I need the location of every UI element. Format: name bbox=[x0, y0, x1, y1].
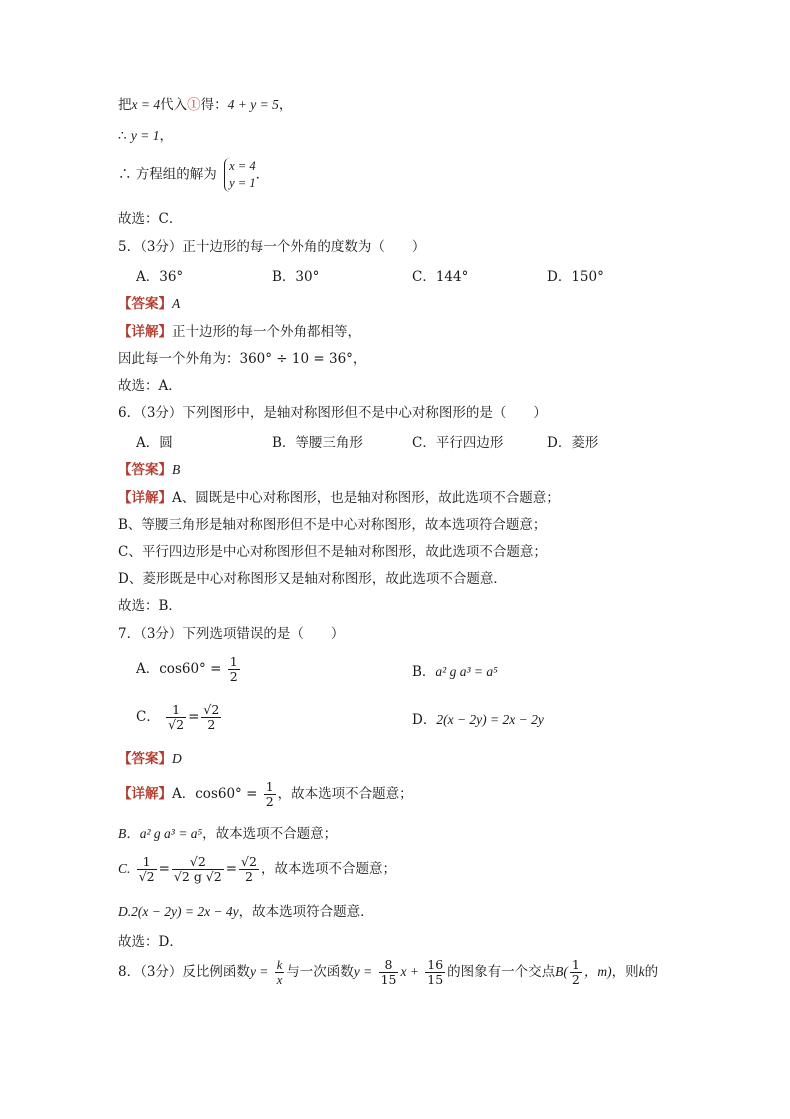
question-6-stem: 6．（3分）下列图形中，是轴对称图形但不是中心对称图形的是（ ） bbox=[118, 405, 547, 421]
fraction-root-two-over-two: $\frac{√2}{2}$ bbox=[241, 854, 257, 884]
q7-select: 故选：D． bbox=[118, 934, 183, 950]
equation-system: x = 4 y = 1 bbox=[224, 158, 255, 192]
fraction-one-half: $\frac{1}{2}$ bbox=[571, 957, 580, 987]
q6-detail-2: B、等腰三角形是轴对称图形但不是中心对称图形，故本选项符合题意； bbox=[118, 517, 547, 533]
fraction-16-15: $\frac{16}{15}$ bbox=[427, 957, 444, 987]
q7-option-d: D．2(x − 2y) = 2x − 2y bbox=[412, 712, 544, 728]
solution-line-substitute: 把x = 4代入①得：4 + y = 5， bbox=[118, 97, 293, 113]
q5-option-d: D．150° bbox=[547, 269, 604, 285]
q5-answer: 【答案】A bbox=[118, 296, 181, 312]
fraction-8-15: $\frac{8}{15}$ bbox=[380, 957, 397, 987]
q5-option-a: A．36° bbox=[136, 269, 184, 285]
question-5-stem: 5．（3分）正十边形的每一个外角的度数为（ ） bbox=[118, 239, 426, 255]
q6-detail-1: 【详解】A、圆既是中心对称图形，也是轴对称图形，故此选项不合题意； bbox=[118, 490, 560, 506]
q5-select: 故选：A． bbox=[118, 378, 182, 394]
fraction-one-half: $\frac{1}{2}$ bbox=[265, 779, 274, 809]
q6-detail-4: D、菱形既是中心对称图形又是轴对称图形，故此选项不合题意． bbox=[118, 571, 507, 587]
question-7-stem: 7．（3分）下列选项错误的是（ ） bbox=[118, 626, 345, 642]
q5-option-b: B．30° bbox=[272, 269, 320, 285]
q7-option-c: C． $\frac{1}{√2}$ = $\frac{√2}{2}$ bbox=[136, 702, 220, 732]
q7-detail-4: D.2(x − 2y) = 2x − 4y，故本选项符合题意． bbox=[118, 904, 374, 920]
q6-select: 故选：B． bbox=[118, 598, 182, 614]
fraction-root-two-over-two: $\frac{√2}{2}$ bbox=[203, 702, 220, 732]
solution-line-y: ∴ y = 1， bbox=[118, 128, 173, 144]
select-line-prev: 故选：C． bbox=[118, 211, 183, 227]
q7-answer: 【答案】D bbox=[118, 751, 182, 767]
q6-option-b: B．等腰三角形 bbox=[272, 435, 363, 451]
circled-one-marker: ① bbox=[187, 97, 201, 113]
fraction-one-over-root-two: $\frac{1}{√2}$ bbox=[138, 854, 155, 884]
q6-option-a: A．圆 bbox=[136, 435, 173, 451]
q7-detail-1: 【详解】A．cos60° = $\frac{1}{2}$ ，故本选项不合题意； bbox=[118, 779, 413, 809]
q7-option-b: B．a² g a³ = a⁵ bbox=[412, 664, 498, 680]
q7-option-a: A．cos60° = $\frac{1}{2}$ bbox=[136, 654, 238, 684]
q6-option-c: C．平行四边形 bbox=[412, 435, 504, 451]
q5-option-c: C．144° bbox=[412, 269, 469, 285]
solution-line-system: ∴ 方程组的解为 x = 4 y = 1 ． bbox=[118, 159, 270, 190]
question-8-stem: 8．（3分）反比例函数y = $\frac{k}{x}$ 与一次函数y = $\frac{8}{15}$ x + $\frac{16}{15}$ 的图象有一个交点B( $\frac{1}{2}$ ，m)，则k的 bbox=[118, 957, 659, 987]
q7-detail-3: C. $\frac{1}{√2}$ = $\frac{√2}{√2 g √2}$ = $\frac{√2}{2}$ ，故本选项不合题意； bbox=[118, 854, 396, 884]
fraction-one-half: $\frac{1}{2}$ bbox=[229, 654, 238, 684]
fraction-one-over-root-two: $\frac{1}{√2}$ bbox=[168, 702, 185, 732]
q5-detail-1: 【详解】正十边形的每一个外角都相等， bbox=[118, 324, 361, 340]
fraction-k-over-x: $\frac{k}{x}$ bbox=[276, 958, 283, 987]
q6-detail-3: C、平行四边形是中心对称图形但不是轴对称图形，故此选项不合题意； bbox=[118, 544, 547, 560]
q6-answer: 【答案】B bbox=[118, 462, 181, 478]
q7-detail-2: B．a² g a³ = a⁵，故本选项不合题意； bbox=[118, 826, 338, 842]
q6-option-d: D．菱形 bbox=[547, 435, 599, 451]
fraction-rationalized: $\frac{√2}{√2 g √2}$ bbox=[173, 854, 222, 884]
q5-detail-2: 因此每一个外角为：360° ÷ 10 = 36°， bbox=[118, 351, 367, 367]
